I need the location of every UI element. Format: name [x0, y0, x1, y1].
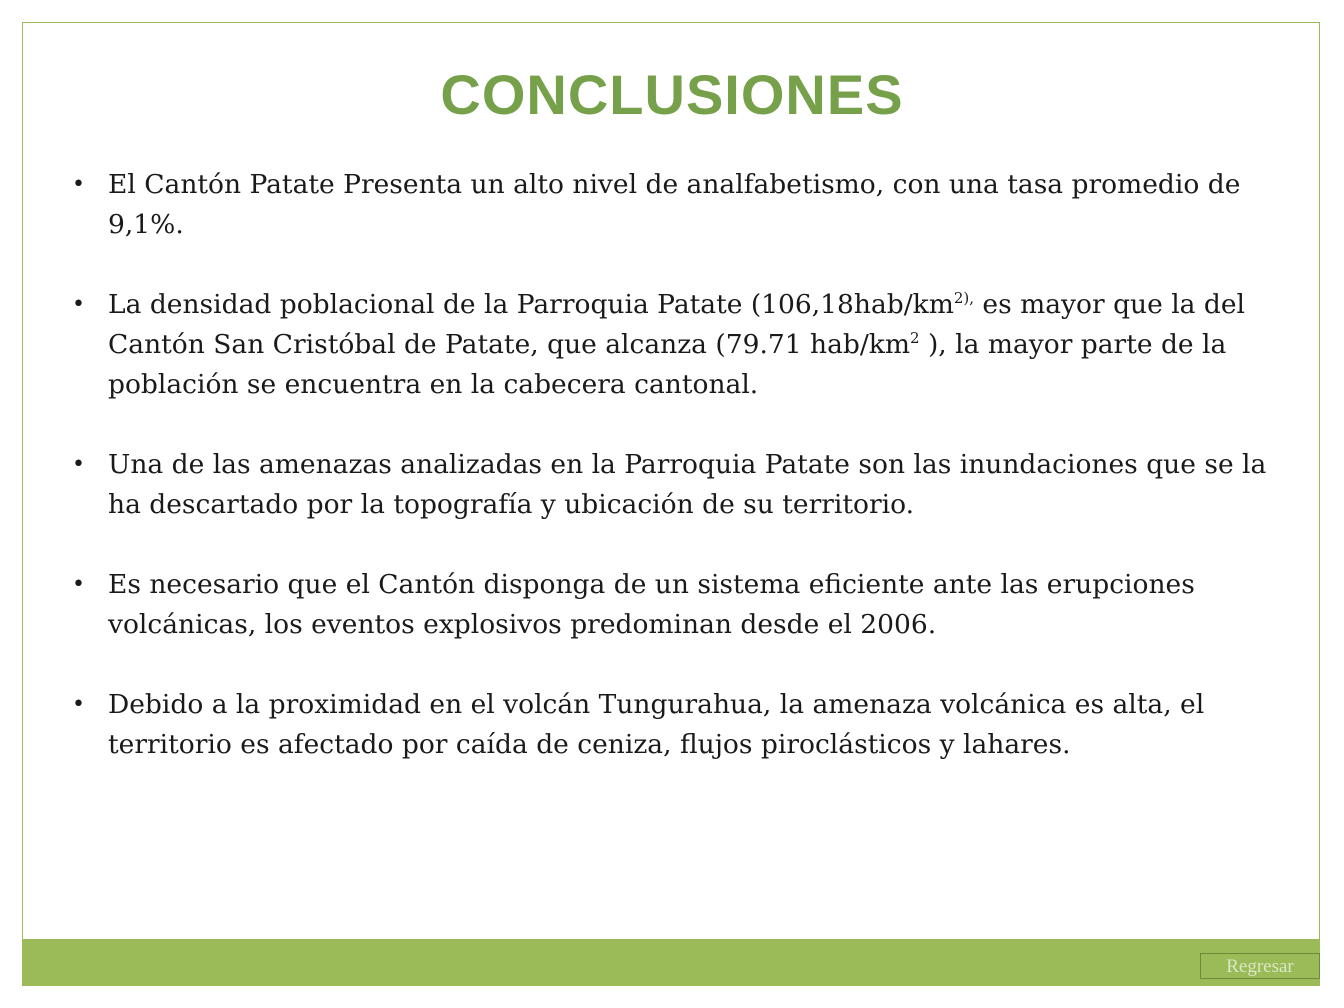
conclusions-list: [70, 165, 1290, 805]
bullet-text-part: es mayor que la del Cantón San Cristóbal de Patate, que alcanza (79.71 hab/km: [108, 289, 1246, 360]
bullet-icon: •: [72, 572, 85, 597]
back-button[interactable]: Regresar: [1200, 953, 1320, 979]
bullet-text: Debido a la proximidad en el volcán Tungurahua, la amenaza volcánica es alta, el territorio es afectado por caída de ceniza, flujos piroclásticos y lahares.: [108, 689, 1205, 760]
bullet-icon: •: [72, 452, 85, 477]
list-item: [70, 445, 1290, 525]
list-item: [70, 565, 1290, 645]
list-item: [70, 285, 1290, 405]
list-item: [70, 165, 1290, 245]
bullet-icon: •: [72, 292, 85, 317]
bullet-text: Es necesario que el Cantón disponga de un sistema eficiente ante las erupciones volcánicas, los eventos explosivos predominan desde el 2006.: [108, 569, 1195, 640]
bullet-text-part: ), la mayor parte de la población se encuentra en la cabecera cantonal.: [108, 329, 1227, 400]
bullet-text: Una de las amenazas analizadas en la Parroquia Patate son las inundaciones que se la ha descartado por la topografía y ubicación de su territorio.: [108, 449, 1267, 520]
bullet-icon: •: [72, 692, 85, 717]
bullet-text: El Cantón Patate Presenta un alto nivel de analfabetismo, con una tasa promedio de 9,1%.: [108, 169, 1241, 240]
superscript: 2: [909, 329, 920, 348]
slide-title: CONCLUSIONES: [440, 63, 904, 126]
superscript: 2),: [953, 289, 974, 308]
footer-bar: [22, 939, 1320, 985]
bullet-text-part: La densidad poblacional de la Parroquia Patate (106,18hab/km: [108, 289, 954, 320]
bullet-icon: •: [72, 172, 85, 197]
list-item: [70, 685, 1290, 765]
